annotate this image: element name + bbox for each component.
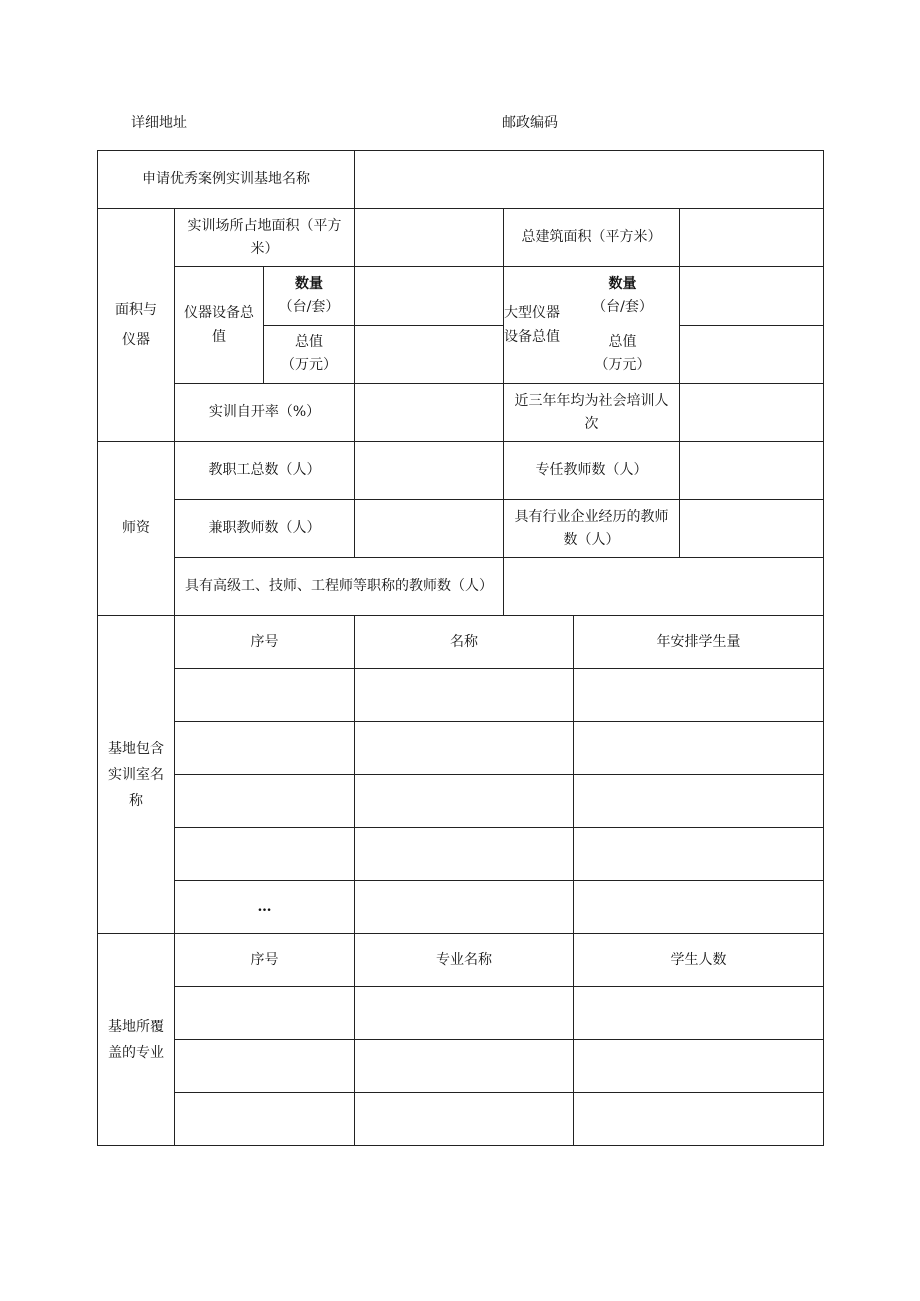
rooms-col-name: 名称 — [355, 616, 574, 669]
table-row — [98, 1093, 824, 1146]
open-rate-input[interactable] — [355, 384, 504, 442]
majors-col-students: 学生人数 — [574, 934, 824, 987]
rooms-section-title: 基地包含实训室名称 — [98, 616, 175, 934]
majors-students-cell[interactable] — [574, 1040, 824, 1093]
majors-index-cell[interactable] — [175, 1093, 355, 1146]
rooms-index-cell[interactable] — [175, 775, 355, 828]
rooms-col-index: 序号 — [175, 616, 355, 669]
building-area-label: 总建筑面积（平方米） — [504, 209, 680, 267]
area-section-title: 面积与仪器 — [98, 209, 175, 442]
table-row — [98, 828, 824, 881]
industry-exp-input[interactable] — [680, 500, 824, 558]
social-training-input[interactable] — [680, 384, 824, 442]
social-training-label: 近三年年均为社会培训人次 — [504, 384, 680, 442]
majors-index-cell[interactable] — [175, 1040, 355, 1093]
majors-index-cell[interactable] — [175, 987, 355, 1040]
total-staff-label: 教职工总数（人） — [175, 442, 355, 500]
senior-titles-label: 具有高级工、技师、工程师等职称的教师数（人） — [175, 558, 504, 616]
rooms-name-cell[interactable] — [355, 828, 574, 881]
total-staff-input[interactable] — [355, 442, 504, 500]
majors-students-cell[interactable] — [574, 987, 824, 1040]
staff-section-title: 师资 — [98, 442, 175, 616]
rooms-col-students: 年安排学生量 — [574, 616, 824, 669]
table-row — [98, 775, 824, 828]
rooms-index-cell[interactable] — [175, 669, 355, 722]
rooms-name-cell[interactable] — [355, 669, 574, 722]
open-rate-label: 实训自开率（%） — [175, 384, 355, 442]
large-equip-qty-input[interactable] — [680, 267, 824, 326]
site-area-label: 实训场所占地面积（平方米） — [175, 209, 355, 267]
equip-value-label: 总值 （万元） — [264, 325, 355, 384]
part-time-input[interactable] — [355, 500, 504, 558]
rooms-students-cell[interactable] — [574, 828, 824, 881]
majors-name-cell[interactable] — [355, 1040, 574, 1093]
industry-exp-label: 具有行业企业经历的教师数（人） — [504, 500, 680, 558]
part-time-label: 兼职教师数（人） — [175, 500, 355, 558]
table-row — [98, 1040, 824, 1093]
rooms-name-cell[interactable] — [355, 775, 574, 828]
postcode-label: 邮政编码 — [502, 115, 558, 131]
senior-titles-input[interactable] — [504, 558, 824, 616]
rooms-students-cell[interactable] — [574, 722, 824, 775]
majors-name-cell[interactable] — [355, 987, 574, 1040]
building-area-input[interactable] — [680, 209, 824, 267]
rooms-index-cell[interactable] — [175, 722, 355, 775]
rooms-name-cell[interactable] — [355, 722, 574, 775]
large-equip-label: 大型仪器设备总值 数量 （台/套） 总值 （万元） — [504, 267, 680, 384]
table-row — [98, 987, 824, 1040]
equip-qty-label: 数量 （台/套） — [264, 267, 355, 326]
equip-total-label: 仪器设备总值 — [175, 267, 264, 384]
full-time-input[interactable] — [680, 442, 824, 500]
majors-col-index: 序号 — [175, 934, 355, 987]
application-form-table — [97, 150, 824, 1146]
majors-students-cell[interactable] — [574, 1093, 824, 1146]
rooms-index-cell[interactable] — [175, 828, 355, 881]
majors-name-cell[interactable] — [355, 1093, 574, 1146]
equip-value-input[interactable] — [355, 325, 504, 384]
rooms-ellipsis-cell[interactable]: … — [175, 881, 355, 934]
rooms-students-cell[interactable] — [574, 775, 824, 828]
table-row — [98, 722, 824, 775]
rooms-students-cell[interactable] — [574, 669, 824, 722]
address-label: 详细地址 — [131, 115, 187, 131]
rooms-name-cell[interactable] — [355, 881, 574, 934]
table-row — [98, 881, 824, 934]
base-name-label: 申请优秀案例实训基地名称 — [98, 151, 355, 209]
equip-qty-input[interactable] — [355, 267, 504, 326]
base-name-input[interactable] — [355, 151, 824, 209]
full-time-label: 专任教师数（人） — [504, 442, 680, 500]
large-equip-value-input[interactable] — [680, 325, 824, 384]
majors-section-title: 基地所覆盖的专业 — [98, 934, 175, 1146]
table-row — [98, 669, 824, 722]
rooms-students-cell[interactable] — [574, 881, 824, 934]
site-area-input[interactable] — [355, 209, 504, 267]
majors-col-name: 专业名称 — [355, 934, 574, 987]
